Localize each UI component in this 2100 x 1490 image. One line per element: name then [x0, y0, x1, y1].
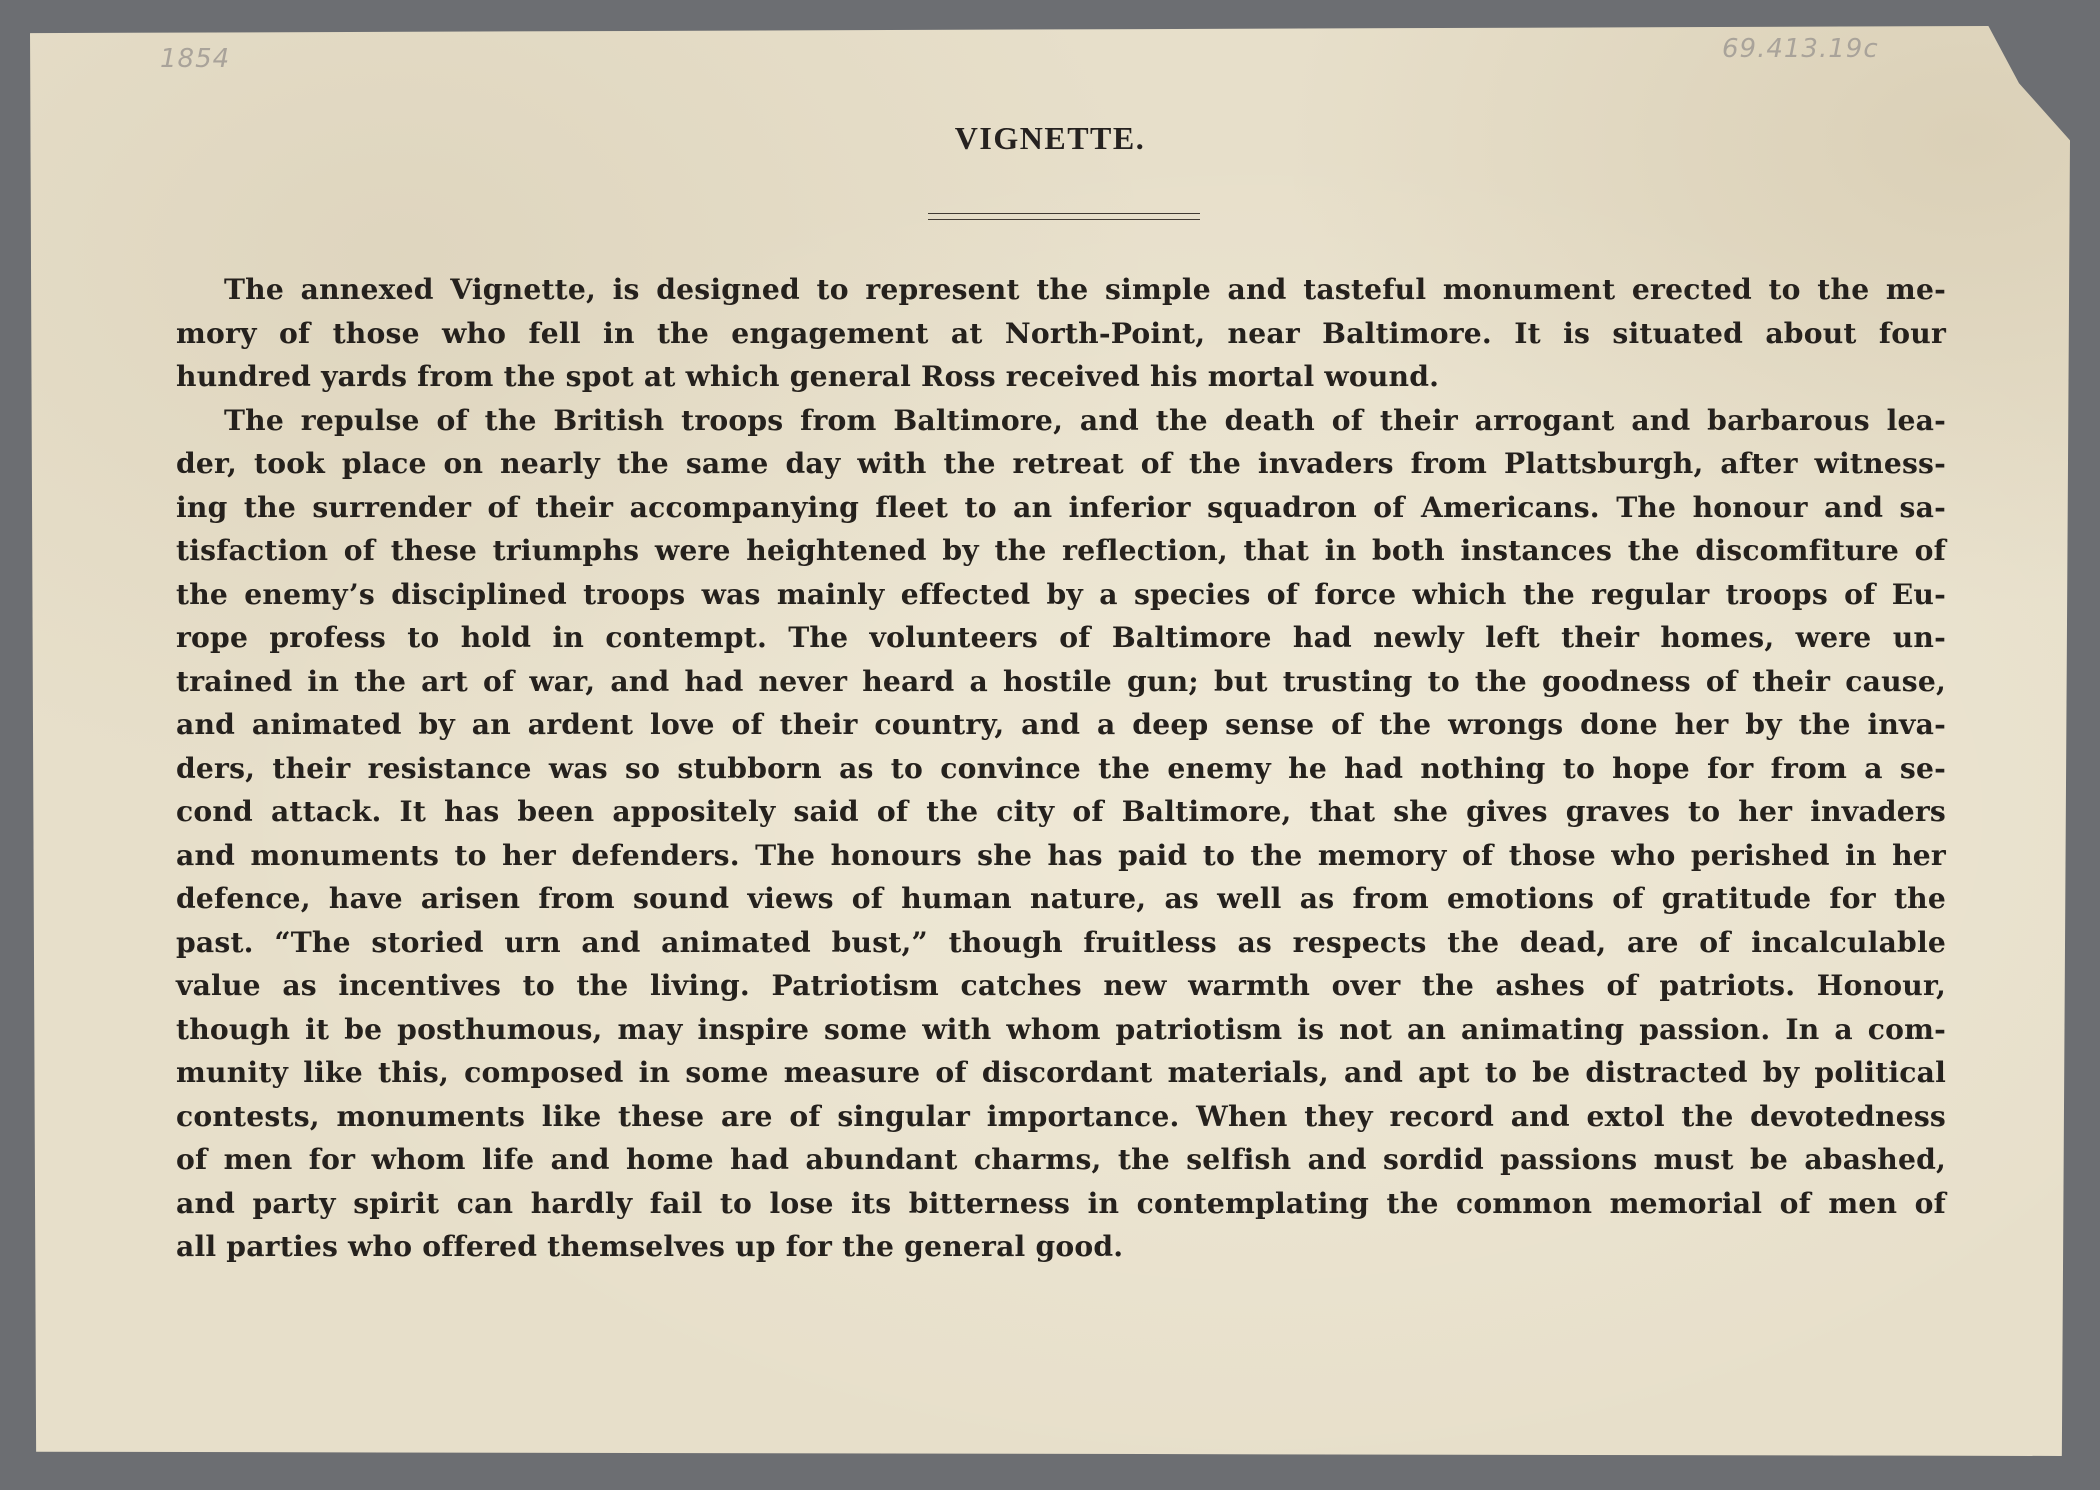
document-title: VIGNETTE.: [954, 120, 1146, 156]
document-body: [176, 268, 1946, 1269]
text-line: ders, their resistance was so stubborn as to convince the enemy he had nothing to hope for from a se-: [176, 751, 1946, 785]
text-line: contests, monuments like these are of singular importance. When they record and extol the devotedness: [176, 1099, 1946, 1133]
text-line: rope profess to hold in contempt. The volunteers of Baltimore had newly left their homes, were un-: [176, 621, 1946, 654]
text-line: all parties who offered themselves up for the general good.: [176, 1230, 1124, 1263]
text-line: defence, have arisen from sound views of human nature, as well as from emotions of gratitude for the: [176, 882, 1946, 915]
text-line: past. “The storied urn and animated bust,” though fruitless as respects the dead, are of incalculable: [176, 925, 1946, 959]
title-double-rule: [928, 213, 1200, 220]
text-line: and monuments to her defenders. The honours she has paid to the memory of those who perished in her: [176, 838, 1946, 872]
text-line: trained in the art of war, and had never heard a hostile gun; but trusting to the goodness of their cause,: [176, 664, 1946, 698]
paragraph-2: [176, 399, 1946, 1269]
text-line: der, took place on nearly the same day with the retreat of the invaders from Plattsburgh, after witness-: [176, 447, 1946, 480]
text-line: of men for whom life and home had abundant charms, the selfish and sordid passions must be abashed,: [176, 1143, 1946, 1176]
text-line: ing the surrender of their accompanying fleet to an inferior squadron of Americans. The honour and sa-: [176, 490, 1946, 524]
text-line: and animated by an ardent love of their country, and a deep sense of the wrongs done her by the inva-: [176, 708, 1946, 741]
text-line: and party spirit can hardly fail to lose its bitterness in contemplating the common memorial of men of: [176, 1186, 1946, 1220]
text-line: mory of those who fell in the engagement at North-Point, near Baltimore. It is situated about four: [176, 316, 1946, 350]
pencil-annotation-left: 1854: [160, 44, 231, 74]
text-line: tisfaction of these triumphs were heightened by the reflection, that in both instances the discomfiture of: [176, 534, 1946, 567]
text-line: The annexed Vignette, is designed to represent the simple and tasteful monument erected to the me-: [224, 273, 1946, 306]
text-line: though it be posthumous, may inspire some with whom patriotism is not an animating passion. In a com-: [176, 1012, 1946, 1046]
text-line: The repulse of the British troops from Baltimore, and the death of their arrogant and barbarous lea-: [224, 403, 1946, 437]
text-line: hundred yards from the spot at which general Ross received his mortal wound.: [176, 360, 1440, 393]
text-line: value as incentives to the living. Patriotism catches new warmth over the ashes of patriots. Honour,: [176, 969, 1946, 1002]
pencil-annotation-right: 69.413.19c: [1722, 34, 1879, 64]
text-line: munity like this, composed in some measure of discordant materials, and apt to be distracted by political: [176, 1056, 1946, 1089]
paragraph-1: [176, 268, 1946, 399]
text-line: the enemy’s disciplined troops was mainly effected by a species of force which the regular troops of Eu-: [176, 577, 1946, 611]
text-line: cond attack. It has been appositely said of the city of Baltimore, that she gives graves to her invaders: [176, 795, 1946, 828]
